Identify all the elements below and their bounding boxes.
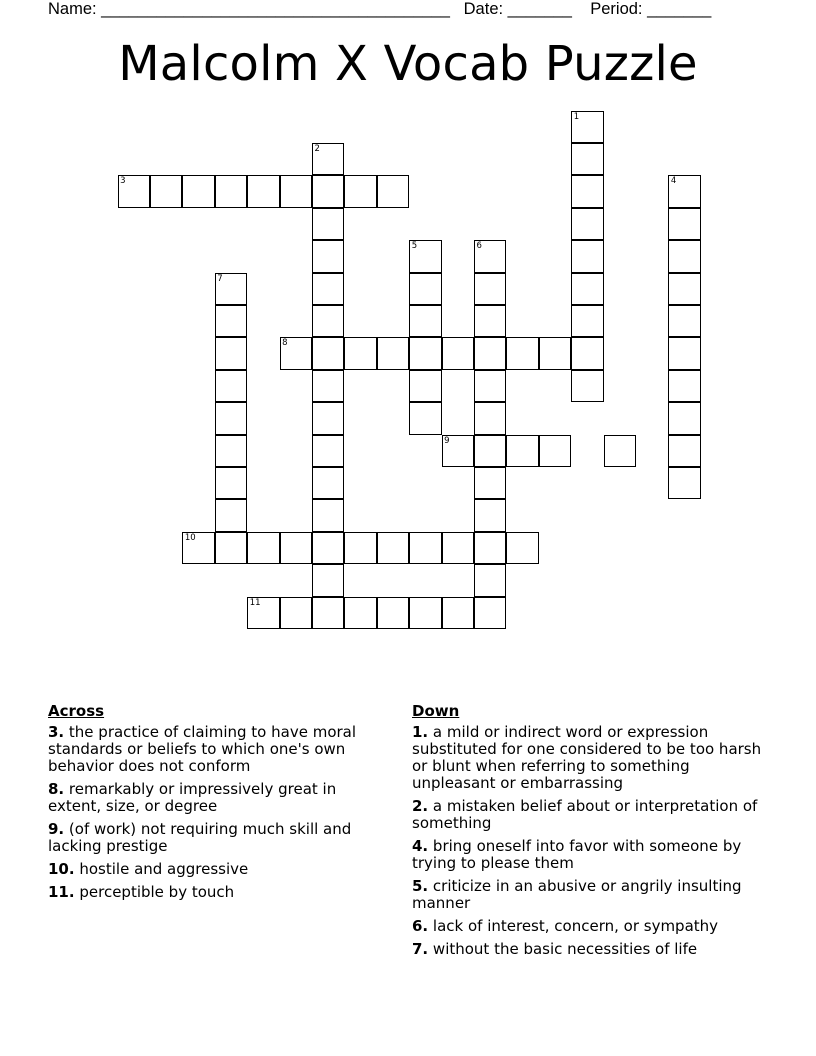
grid-cell[interactable] [247, 532, 279, 564]
grid-cell[interactable] [215, 499, 247, 531]
clue-text: perceptible by touch [79, 883, 235, 901]
grid-cell[interactable] [215, 532, 247, 564]
clue-text: without the basic necessities of life [432, 940, 698, 958]
grid-cell[interactable] [182, 175, 214, 207]
grid-cell[interactable] [312, 564, 344, 596]
grid-cell[interactable] [474, 402, 506, 434]
grid-cell[interactable] [312, 532, 344, 564]
grid-cell[interactable] [668, 273, 700, 305]
clue-number: 5. [412, 877, 429, 895]
grid-cell[interactable] [668, 467, 700, 499]
worksheet-header: Name: ______________________________________ Date: _______ Period: _______ [48, 0, 712, 18]
grid-cell[interactable] [215, 175, 247, 207]
grid-cell[interactable] [668, 435, 700, 467]
clue-text: criticize in an abusive or angrily insulting manner [412, 877, 742, 912]
grid-cell[interactable] [571, 240, 603, 272]
grid-cell[interactable] [215, 435, 247, 467]
across-heading: Across [48, 702, 105, 720]
grid-cell[interactable] [474, 305, 506, 337]
grid-cell[interactable] [312, 370, 344, 402]
clue-text: bring oneself into favor with someone by trying to please them [412, 837, 742, 872]
down-clues [412, 700, 774, 964]
grid-cell[interactable] [474, 597, 506, 629]
grid-cell[interactable] [571, 337, 603, 369]
grid-cell[interactable] [377, 597, 409, 629]
grid-cell[interactable] [474, 532, 506, 564]
clue-across-10 [48, 861, 393, 878]
grid-cell[interactable] [344, 175, 376, 207]
clue-down-7 [412, 941, 774, 958]
grid-cell[interactable] [668, 305, 700, 337]
grid-cell[interactable] [377, 175, 409, 207]
clue-number: 7. [412, 940, 429, 958]
grid-cell[interactable] [668, 175, 700, 207]
grid-cell[interactable] [280, 337, 312, 369]
grid-cell[interactable] [668, 370, 700, 402]
clue-text: remarkably or impressively great in extent, size, or degree [48, 780, 337, 815]
clue-number: 4. [412, 837, 429, 855]
grid-cell[interactable] [312, 175, 344, 207]
cell-number: 3 [120, 176, 126, 187]
grid-cell[interactable] [280, 532, 312, 564]
grid-cell[interactable] [312, 305, 344, 337]
clue-text: a mild or indirect word or expression substituted for one considered to be too harsh or blunt when referring to something unpleasant or embarrassing [412, 723, 762, 792]
grid-cell[interactable] [377, 532, 409, 564]
cell-number: 10 [184, 532, 196, 543]
grid-cell[interactable] [312, 597, 344, 629]
grid-cell[interactable] [571, 143, 603, 175]
grid-cell[interactable] [409, 370, 441, 402]
grid-cell[interactable] [312, 273, 344, 305]
grid-cell[interactable] [409, 532, 441, 564]
grid-cell[interactable] [409, 337, 441, 369]
grid-cell[interactable] [182, 532, 214, 564]
clue-number: 10. [48, 860, 75, 878]
clue-number: 2. [412, 797, 429, 815]
grid-cell[interactable] [474, 240, 506, 272]
grid-cell[interactable] [474, 564, 506, 596]
page-title: Malcolm X Vocab Puzzle [118, 36, 698, 92]
grid-cell[interactable] [247, 175, 279, 207]
grid-cell[interactable] [571, 208, 603, 240]
clue-down-1 [412, 724, 774, 792]
grid-cell[interactable] [409, 597, 441, 629]
grid-cell[interactable] [506, 532, 538, 564]
cell-number: 2 [314, 144, 320, 154]
clue-text: hostile and aggressive [79, 860, 249, 878]
grid-cell[interactable] [571, 305, 603, 337]
cell-number: 1 [573, 111, 580, 122]
grid-cell[interactable] [215, 402, 247, 434]
grid-cell[interactable] [312, 467, 344, 499]
grid-cell[interactable] [312, 208, 344, 240]
grid-cell[interactable] [409, 240, 441, 272]
grid-cell[interactable] [668, 208, 700, 240]
grid-cell[interactable] [312, 402, 344, 434]
grid-cell[interactable] [344, 597, 376, 629]
grid-cell[interactable] [409, 402, 441, 434]
grid-cell[interactable] [604, 435, 636, 467]
grid-cell[interactable] [280, 175, 312, 207]
grid-cell[interactable] [474, 273, 506, 305]
clue-number: 8. [48, 780, 65, 798]
clue-number: 6. [412, 917, 429, 935]
grid-cell[interactable] [442, 337, 474, 369]
grid-cell[interactable] [247, 597, 279, 629]
grid-cell[interactable] [344, 532, 376, 564]
grid-cell[interactable] [215, 337, 247, 369]
grid-cell[interactable] [442, 435, 474, 467]
grid-cell[interactable] [442, 597, 474, 629]
grid-cell[interactable] [571, 273, 603, 305]
clue-text: a mistaken belief about or interpretation of something [412, 797, 758, 832]
clue-across-9 [48, 821, 393, 855]
clue-down-6 [412, 918, 774, 935]
clue-across-8 [48, 781, 393, 815]
grid-cell[interactable] [571, 111, 603, 143]
clue-down-2 [412, 798, 774, 832]
clue-number: 11. [48, 883, 75, 901]
cell-number: 9 [444, 435, 450, 446]
clue-down-4 [412, 838, 774, 872]
grid-cell[interactable] [312, 337, 344, 369]
grid-cell[interactable] [118, 175, 150, 207]
down-heading: Down [412, 702, 460, 720]
grid-cell[interactable] [150, 175, 182, 207]
grid-cell[interactable] [571, 370, 603, 402]
clue-across-3 [48, 724, 393, 775]
grid-cell[interactable] [571, 175, 603, 207]
clue-text: (of work) not requiring much skill and lacking prestige [48, 820, 352, 855]
grid-cell[interactable] [344, 337, 376, 369]
grid-cell[interactable] [312, 435, 344, 467]
grid-cell[interactable] [539, 435, 571, 467]
clue-number: 9. [48, 820, 65, 838]
grid-cell[interactable] [377, 337, 409, 369]
grid-cell[interactable] [215, 305, 247, 337]
clue-across-11 [48, 884, 393, 901]
grid-cell[interactable] [312, 499, 344, 531]
cell-number: 8 [282, 338, 288, 349]
clue-text: lack of interest, concern, or sympathy [432, 917, 719, 935]
grid-cell[interactable] [442, 532, 474, 564]
grid-cell[interactable] [409, 273, 441, 305]
grid-cell[interactable] [474, 337, 506, 369]
cell-number: 11 [249, 597, 261, 608]
clue-down-5 [412, 878, 774, 912]
cell-number: 5 [411, 241, 418, 252]
grid-cell[interactable] [312, 240, 344, 272]
grid-cell[interactable] [506, 435, 538, 467]
grid-cell[interactable] [409, 305, 441, 337]
grid-cell[interactable] [668, 337, 700, 369]
cell-number: 4 [670, 176, 677, 187]
grid-cell[interactable] [474, 435, 506, 467]
cell-number: 7 [217, 273, 223, 284]
grid-cell[interactable] [474, 370, 506, 402]
grid-cell[interactable] [668, 240, 700, 272]
grid-cell[interactable] [474, 467, 506, 499]
clue-text: the practice of claiming to have moral standards or beliefs to which one's own behavior does not conform [48, 723, 357, 775]
grid-cell[interactable] [215, 370, 247, 402]
clue-number: 1. [412, 723, 429, 741]
grid-cell[interactable] [312, 143, 344, 175]
grid-cell[interactable] [280, 597, 312, 629]
grid-cell[interactable] [215, 273, 247, 305]
grid-cell[interactable] [668, 402, 700, 434]
grid-cell[interactable] [474, 499, 506, 531]
cell-number: 6 [476, 241, 482, 252]
grid-cell[interactable] [506, 337, 538, 369]
grid-cell[interactable] [539, 337, 571, 369]
across-clues [48, 700, 393, 907]
clue-number: 3. [48, 723, 65, 741]
grid-cell[interactable] [215, 467, 247, 499]
